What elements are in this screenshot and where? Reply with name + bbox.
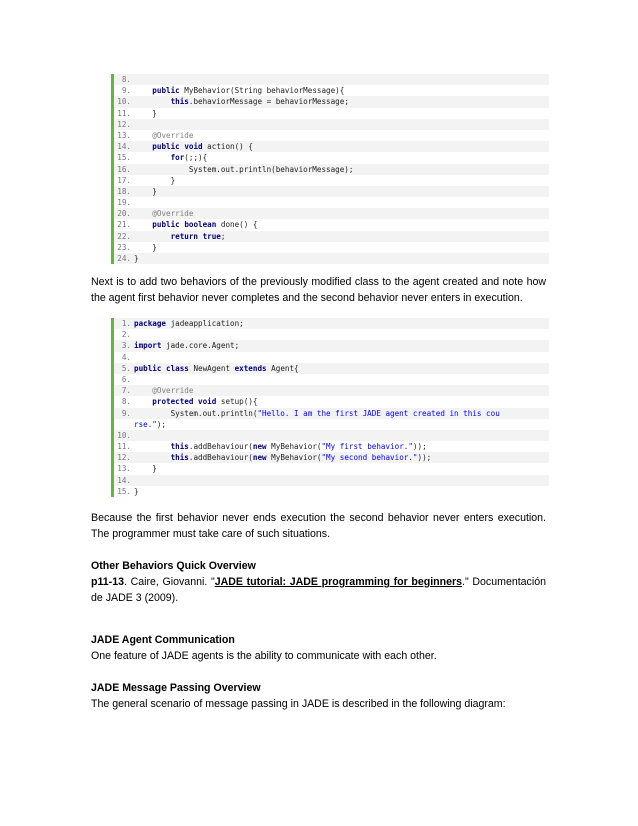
reference-authors: . Caire, Giovanni. ": [123, 576, 215, 588]
code-line: [114, 253, 549, 264]
code-text: [134, 97, 171, 106]
code-line: [114, 452, 549, 463]
line-number: 8.: [121, 397, 131, 407]
paragraph-first-behavior: Because the first behavior never ends execution the second behavior never enters execution. The programmer must take care of such situations.: [91, 512, 546, 540]
code-line: [114, 352, 549, 363]
line-number: 4.: [121, 352, 131, 362]
code-keyword: true: [202, 231, 221, 241]
line-number: 18.: [117, 186, 131, 196]
code-line: [114, 85, 549, 96]
code-text: [134, 386, 152, 395]
line-number: 9.: [121, 86, 131, 96]
code-text: MyBehavior(: [266, 442, 322, 452]
code-keyword: package: [134, 319, 167, 328]
code-line: [114, 108, 549, 119]
code-text: [134, 232, 171, 241]
code-text: [134, 397, 152, 406]
code-keyword: new: [252, 442, 267, 452]
line-number: 17.: [117, 175, 131, 185]
line-number: 7.: [121, 386, 131, 396]
code-line: [114, 119, 549, 130]
code-line: [114, 441, 549, 452]
code-line: [114, 329, 549, 340]
code-text: [134, 142, 152, 151]
code-line: [114, 242, 549, 253]
code-line: [114, 318, 549, 329]
code-text: }: [134, 108, 157, 118]
code-line: [114, 164, 549, 175]
code-keyword: public: [152, 142, 180, 152]
line-number: 21.: [117, 220, 131, 230]
code-keyword: void: [184, 142, 203, 152]
code-line: [114, 486, 549, 497]
code-text: setup(){: [216, 397, 258, 407]
code-text: }: [134, 486, 139, 496]
line-number: 3.: [121, 341, 131, 351]
code-text: ));: [417, 453, 432, 463]
line-number: 11.: [117, 442, 131, 452]
paragraph-diagram-intro: The general scenario of message passing in JADE is described in the following diagram:: [91, 698, 506, 710]
code-line: [114, 385, 549, 396]
code-line: [114, 231, 549, 242]
code-keyword: public: [152, 86, 180, 96]
code-text: [134, 209, 152, 218]
line-number: 2.: [121, 330, 131, 340]
code-text: [134, 153, 171, 162]
code-text: }: [134, 254, 139, 263]
code-string: "Hello. I am the first JADE agent created in this cou: [257, 408, 500, 418]
code-annotation: @Override: [152, 386, 194, 396]
code-text: .behaviorMessage = behaviorMessage;: [188, 97, 349, 107]
code-keyword: this: [170, 442, 189, 452]
code-keyword: this: [170, 453, 189, 463]
code-line: [114, 141, 549, 152]
line-number: 23.: [117, 242, 131, 252]
code-text: [134, 220, 152, 229]
code-line: [114, 197, 549, 208]
line-number: 6.: [121, 374, 131, 384]
code-line: [114, 74, 549, 85]
line-number: 1.: [121, 319, 131, 328]
line-number: 22.: [117, 231, 131, 241]
line-number: 24.: [117, 254, 131, 263]
code-string: rse.": [134, 419, 157, 429]
code-text: }: [134, 175, 176, 185]
code-line: [114, 186, 549, 197]
code-text: MyBehavior(: [266, 453, 322, 463]
code-line: [114, 130, 549, 141]
code-annotation: @Override: [152, 130, 194, 140]
code-line: [114, 475, 549, 486]
code-keyword: for: [170, 153, 185, 163]
code-block-newagent: [111, 318, 549, 497]
code-annotation: @Override: [152, 209, 194, 219]
code-keyword: class: [166, 363, 189, 373]
code-text: }: [134, 464, 157, 474]
code-text: [134, 86, 152, 95]
code-text: System.out.println(behaviorMessage);: [134, 164, 354, 174]
line-number: 15.: [117, 486, 131, 496]
line-number: 10.: [117, 430, 131, 440]
code-text: [134, 131, 152, 140]
paragraph-communication: One feature of JADE agents is the ability to communicate with each other.: [91, 650, 437, 662]
code-text: jadeapplication;: [166, 319, 244, 328]
code-line: [114, 96, 549, 107]
code-text: ));: [412, 442, 427, 452]
code-line: [114, 396, 549, 407]
line-number: 5.: [121, 363, 131, 373]
heading-message-passing: JADE Message Passing Overview: [91, 682, 261, 694]
line-number: 19.: [117, 198, 131, 208]
code-string: "My second behavior.": [321, 453, 418, 463]
code-block-behavior: [111, 74, 549, 264]
code-line: [114, 175, 549, 186]
line-number: 9.: [121, 408, 131, 418]
line-number: 12.: [117, 119, 131, 129]
reference-link[interactable]: JADE tutorial: JADE programming for beginners: [214, 576, 463, 588]
code-text: }: [134, 242, 157, 252]
code-line: [114, 419, 549, 430]
reference-rest: ." Documentación de JADE 3 (2009).: [91, 576, 546, 604]
code-text: Agent{: [266, 363, 299, 373]
code-text: System.out.println(: [134, 408, 258, 418]
code-text: );: [156, 419, 167, 429]
code-line: [114, 219, 549, 230]
code-line: [114, 374, 549, 385]
code-keyword: new: [252, 453, 267, 463]
code-text: NewAgent: [188, 363, 235, 373]
code-text: }: [134, 186, 157, 196]
line-number: 12.: [117, 453, 131, 463]
code-text: jade.core.Agent;: [161, 341, 240, 351]
line-number: 20.: [117, 209, 131, 219]
line-number: 14.: [117, 142, 131, 152]
line-number: 15.: [117, 153, 131, 163]
reference-citation: [91, 574, 546, 606]
code-line: [114, 363, 549, 374]
code-text: .addBehaviour(: [188, 442, 253, 452]
code-text: MyBehavior(String behaviorMessage){: [179, 86, 345, 96]
code-keyword: boolean: [184, 220, 217, 230]
code-line: [114, 152, 549, 163]
reference-pages: p11-13: [91, 576, 124, 588]
code-keyword: import: [134, 341, 162, 351]
paragraph-add-behaviors: Next is to add two behaviors of the previously modified class to the agent created and note how the agent first behavior never completes and the second behavior never enters in execution.: [91, 276, 546, 304]
code-text: ;: [220, 231, 226, 241]
code-text: .addBehaviour(: [188, 453, 253, 463]
code-line: [114, 208, 549, 219]
code-keyword: public: [152, 220, 180, 230]
code-keyword: return: [170, 231, 199, 241]
code-keyword: extends: [234, 363, 267, 373]
code-keyword: void: [198, 397, 217, 407]
code-text: done() {: [216, 220, 258, 230]
code-line: [114, 430, 549, 441]
code-keyword: protected: [152, 397, 194, 407]
heading-other-behaviors: Other Behaviors Quick Overview: [91, 560, 256, 572]
line-number: 13.: [117, 130, 131, 140]
code-text: (;;){: [184, 153, 208, 163]
code-line: [114, 463, 549, 474]
code-line: [114, 408, 549, 419]
line-number: 13.: [117, 464, 131, 474]
code-keyword: this: [170, 97, 189, 107]
code-text: [134, 442, 171, 451]
code-keyword: public: [134, 363, 162, 373]
code-string: "My first behavior.": [321, 442, 413, 452]
line-number: 10.: [117, 97, 131, 107]
heading-agent-communication: JADE Agent Communication: [91, 634, 235, 646]
line-number: 16.: [117, 164, 131, 174]
code-text: [134, 453, 171, 462]
line-number: 11.: [117, 108, 131, 118]
line-number: 14.: [117, 475, 131, 485]
code-text: action() {: [202, 142, 253, 152]
code-line: [114, 340, 549, 351]
line-number: 8.: [121, 75, 131, 84]
